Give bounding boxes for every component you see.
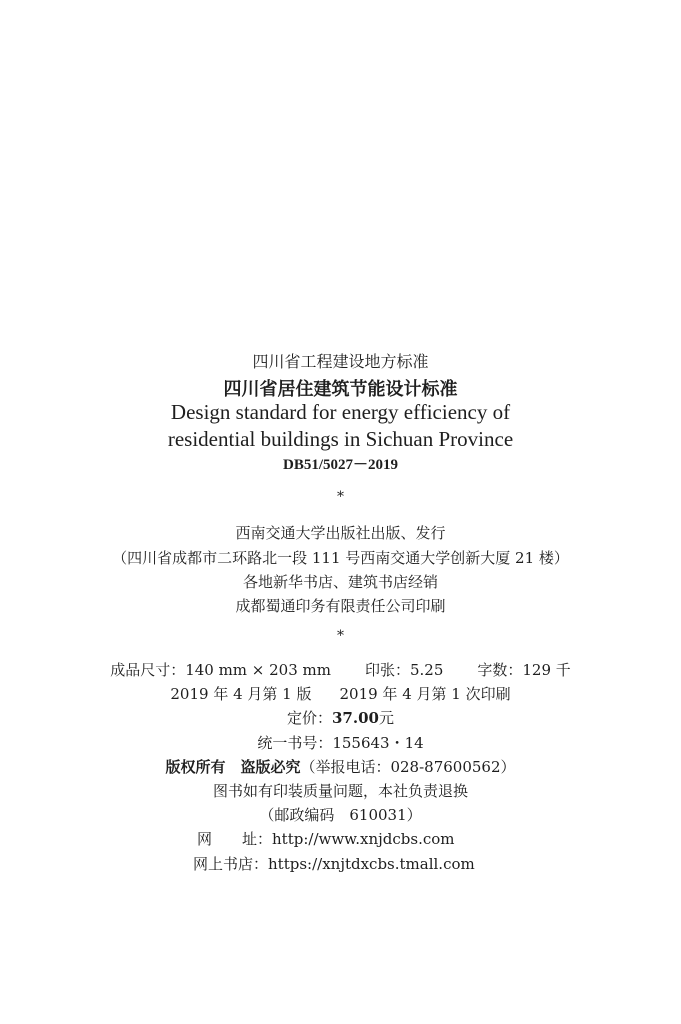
price-line <box>0 709 681 727</box>
website-url: http://www.xnjdcbs.com <box>272 830 455 848</box>
book-title-chinese: 四川省居住建筑节能设计标准 <box>223 379 458 400</box>
price-value: 37.00 <box>332 709 379 727</box>
unified-book-number: 统一书号：155643・14 <box>257 734 424 752</box>
printing: 2019 年 4 月第 1 次印刷 <box>339 685 511 703</box>
rights-contact: （举报电话：028-87600562） <box>300 758 516 776</box>
online-shop-label: 网上书店： <box>193 855 269 873</box>
printed-sheets: 印张：5.25 <box>364 661 444 679</box>
book-title-english-line1: Design standard for energy efficiency of <box>170 400 511 424</box>
distributor-line: 各地新华书店、建筑书店经销 <box>242 573 438 591</box>
word-count: 字数：129 千 <box>477 661 571 679</box>
separator-star: * <box>337 628 344 644</box>
edition: 2019 年 4 月第 1 版 <box>170 685 312 703</box>
rights-line <box>0 758 681 776</box>
price-unit: 元 <box>378 709 394 727</box>
printer-line: 成都蜀通印务有限责任公司印刷 <box>235 597 446 615</box>
quality-notice: 图书如有印装质量问题，本社负责退换 <box>212 782 468 800</box>
separator-star: * <box>337 489 344 505</box>
online-shop-url: https://xnjtdxcbs.tmall.com <box>268 855 475 873</box>
standard-code: DB51/5027－2019 <box>282 457 398 473</box>
edition-line <box>0 685 681 703</box>
website-line <box>197 830 455 848</box>
website-label: 网 址： <box>197 830 273 848</box>
publisher-address: （四川省成都市二环路北一段 111 号西南交通大学创新大厦 21 楼） <box>112 549 569 567</box>
publisher-line: 西南交通大学出版社出版、发行 <box>235 524 446 542</box>
book-size: 成品尺寸：140 mm × 203 mm <box>110 661 331 679</box>
price-label: 定价： <box>286 709 332 727</box>
rights-label: 版权所有 盗版必究 <box>165 758 301 776</box>
specs-line <box>0 661 681 679</box>
series-title: 四川省工程建设地方标准 <box>252 352 429 371</box>
book-title-english-line2: residential buildings in Sichuan Province <box>167 427 514 451</box>
online-shop-line <box>193 855 475 873</box>
postcode: （邮政编码 610031） <box>259 806 422 824</box>
